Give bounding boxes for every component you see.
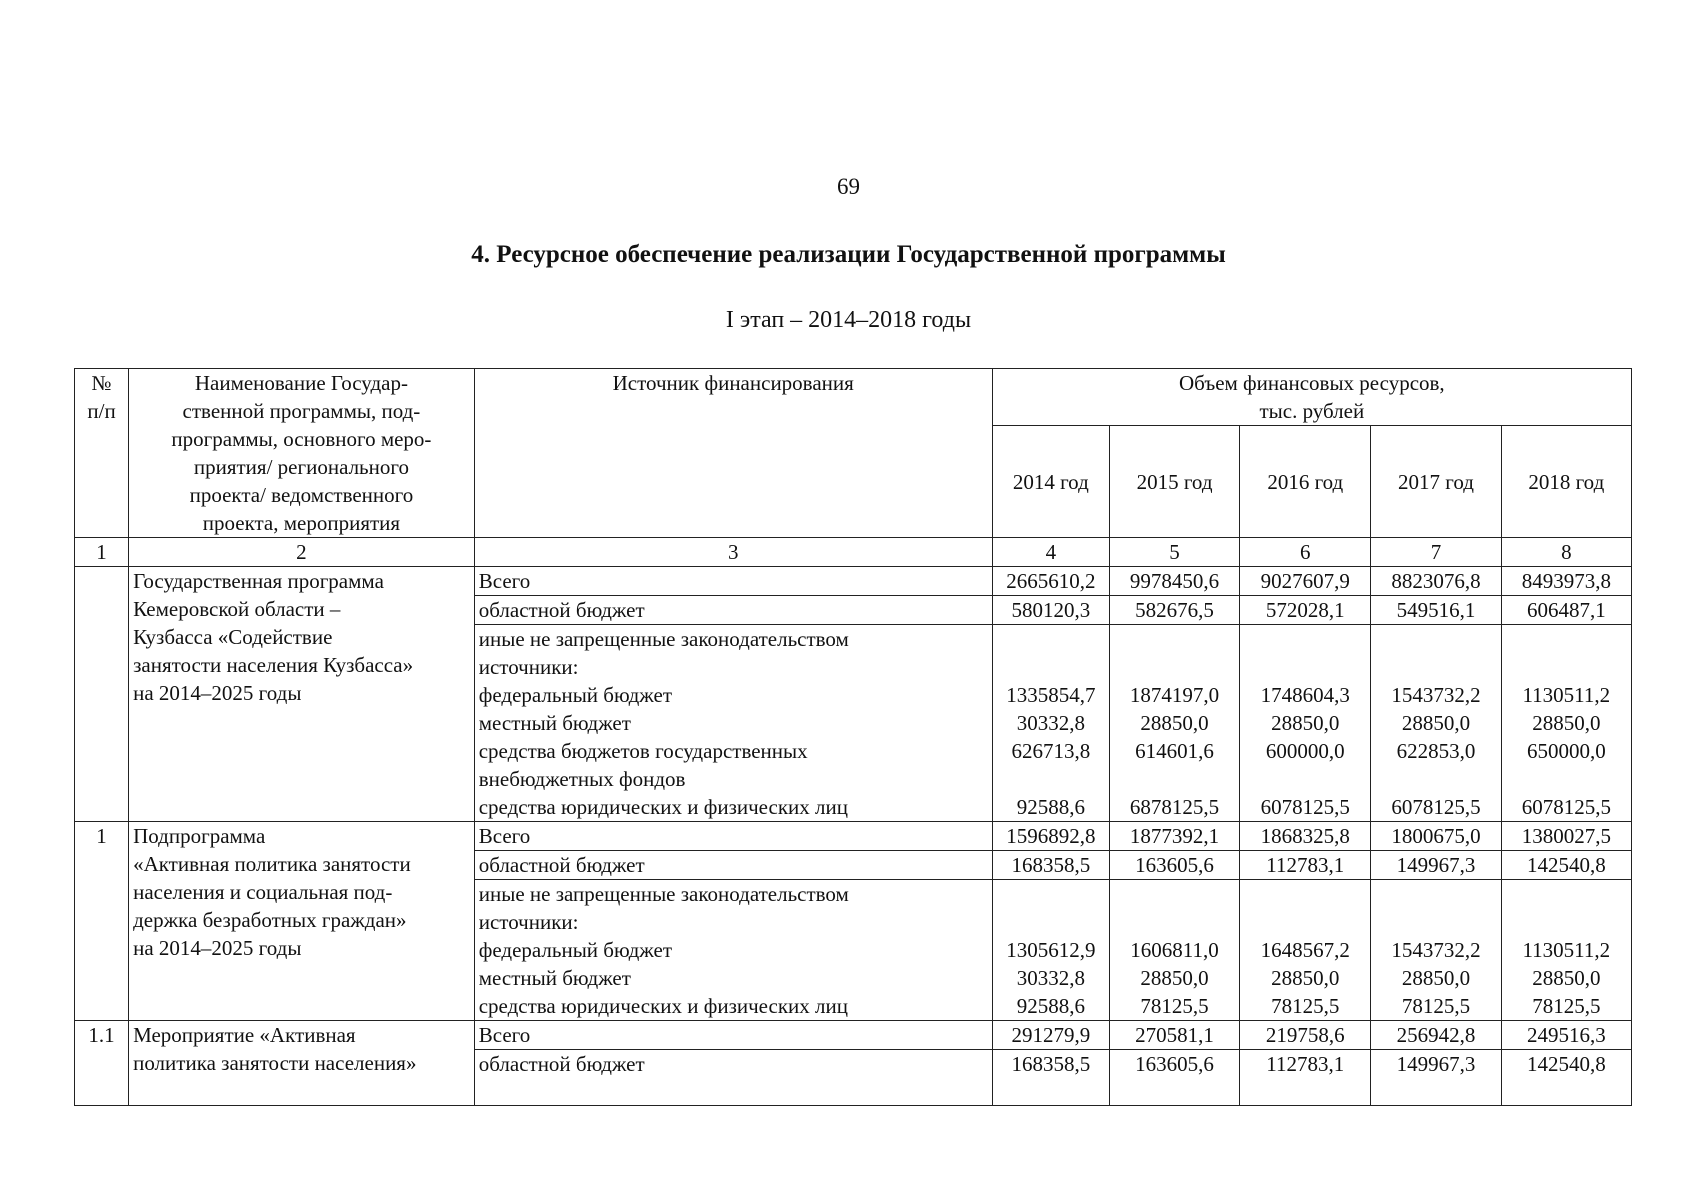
value-cell: 219758,6 — [1240, 1021, 1371, 1050]
value-cell: 8823076,8 — [1371, 567, 1501, 596]
column-number: 2 — [129, 538, 475, 567]
resource-table — [74, 368, 1632, 1106]
source-cell: областной бюджет — [474, 851, 992, 880]
value-cell: 1748604,3 28850,0 600000,0 6078125,5 — [1240, 625, 1371, 822]
row-number — [75, 567, 129, 822]
value-cell: 1877392,1 — [1109, 822, 1239, 851]
value-cell: 168358,5 — [992, 1050, 1109, 1106]
column-number: 3 — [474, 538, 992, 567]
source-cell: Всего — [474, 567, 992, 596]
value-cell: 9027607,9 — [1240, 567, 1371, 596]
source-cell: Всего — [474, 1021, 992, 1050]
header-source: Источник финансирования — [474, 369, 992, 538]
value-cell: 149967,3 — [1371, 851, 1501, 880]
column-number-row — [75, 538, 1632, 567]
header-year-2016: 2016 год — [1240, 426, 1371, 538]
value-cell: 249516,3 — [1501, 1021, 1631, 1050]
value-cell: 1130511,2 28850,0 78125,5 — [1501, 880, 1631, 1021]
value-cell: 549516,1 — [1371, 596, 1501, 625]
value-cell: 1335854,7 30332,8 626713,8 92588,6 — [992, 625, 1109, 822]
header-year-2018: 2018 год — [1501, 426, 1631, 538]
column-number: 4 — [992, 538, 1109, 567]
value-cell: 606487,1 — [1501, 596, 1631, 625]
value-cell: 8493973,8 — [1501, 567, 1631, 596]
value-cell: 1606811,0 28850,0 78125,5 — [1109, 880, 1239, 1021]
value-cell: 580120,3 — [992, 596, 1109, 625]
value-cell: 142540,8 — [1501, 851, 1631, 880]
value-cell: 2665610,2 — [992, 567, 1109, 596]
section-heading: 4. Ресурсное обеспечение реализации Государственной программы — [471, 241, 1226, 268]
value-cell: 112783,1 — [1240, 1050, 1371, 1106]
source-cell: областной бюджет — [474, 1050, 992, 1106]
table-row — [75, 1021, 1632, 1050]
value-cell: 1380027,5 — [1501, 822, 1631, 851]
source-cell: Всего — [474, 822, 992, 851]
value-cell: 582676,5 — [1109, 596, 1239, 625]
value-cell: 291279,9 — [992, 1021, 1109, 1050]
row-name: Мероприятие «Активная политика занятости населения» — [129, 1021, 475, 1106]
value-cell: 1648567,2 28850,0 78125,5 — [1240, 880, 1371, 1021]
value-cell: 1543732,2 28850,0 78125,5 — [1371, 880, 1501, 1021]
value-cell: 270581,1 — [1109, 1021, 1239, 1050]
value-cell: 112783,1 — [1240, 851, 1371, 880]
page-number: 69 — [837, 174, 860, 199]
value-cell: 163605,6 — [1109, 851, 1239, 880]
value-cell: 168358,5 — [992, 851, 1109, 880]
header-num: № п/п — [75, 369, 129, 538]
value-cell: 9978450,6 — [1109, 567, 1239, 596]
row-number: 1.1 — [75, 1021, 129, 1106]
column-number: 7 — [1371, 538, 1501, 567]
header-year-2015: 2015 год — [1109, 426, 1239, 538]
value-cell: 256942,8 — [1371, 1021, 1501, 1050]
source-cell: иные не запрещенные законодательством источники: федеральный бюджет местный бюджет средства юридических и физических лиц — [474, 880, 992, 1021]
column-number: 6 — [1240, 538, 1371, 567]
header-name: Наименование Государ- ственной программы, под- программы, основного меро- приятия/ регионального проекта/ ведомственного проекта, мероприятия — [129, 369, 475, 538]
source-cell: областной бюджет — [474, 596, 992, 625]
table-row — [75, 567, 1632, 596]
value-cell: 149967,3 — [1371, 1050, 1501, 1106]
table-row — [75, 822, 1632, 851]
column-number: 5 — [1109, 538, 1239, 567]
value-cell: 1868325,8 — [1240, 822, 1371, 851]
value-cell: 572028,1 — [1240, 596, 1371, 625]
value-cell: 163605,6 — [1109, 1050, 1239, 1106]
value-cell: 1130511,2 28850,0 650000,0 6078125,5 — [1501, 625, 1631, 822]
stage-subheading: I этап – 2014–2018 годы — [725, 307, 972, 333]
value-cell: 1800675,0 — [1371, 822, 1501, 851]
column-number: 1 — [75, 538, 129, 567]
value-cell: 1305612,9 30332,8 92588,6 — [992, 880, 1109, 1021]
row-name: Государственная программа Кемеровской области – Кузбасса «Содействие занятости населения Кузбасса» на 2014–2025 годы — [129, 567, 475, 822]
source-cell: иные не запрещенные законодательством источники: федеральный бюджет местный бюджет средства бюджетов государственных внебюджетных фондов средства юридических и физических лиц — [474, 625, 992, 822]
header-year-2014: 2014 год — [992, 426, 1109, 538]
row-number: 1 — [75, 822, 129, 1021]
value-cell: 142540,8 — [1501, 1050, 1631, 1106]
value-cell: 1874197,0 28850,0 614601,6 6878125,5 — [1109, 625, 1239, 822]
value-cell: 1596892,8 — [992, 822, 1109, 851]
header-volume: Объем финансовых ресурсов, тыс. рублей — [992, 369, 1631, 426]
value-cell: 1543732,2 28850,0 622853,0 6078125,5 — [1371, 625, 1501, 822]
row-name: Подпрограмма «Активная политика занятости населения и социальная под- держка безработных граждан» на 2014–2025 годы — [129, 822, 475, 1021]
header-year-2017: 2017 год — [1371, 426, 1501, 538]
column-number: 8 — [1501, 538, 1631, 567]
